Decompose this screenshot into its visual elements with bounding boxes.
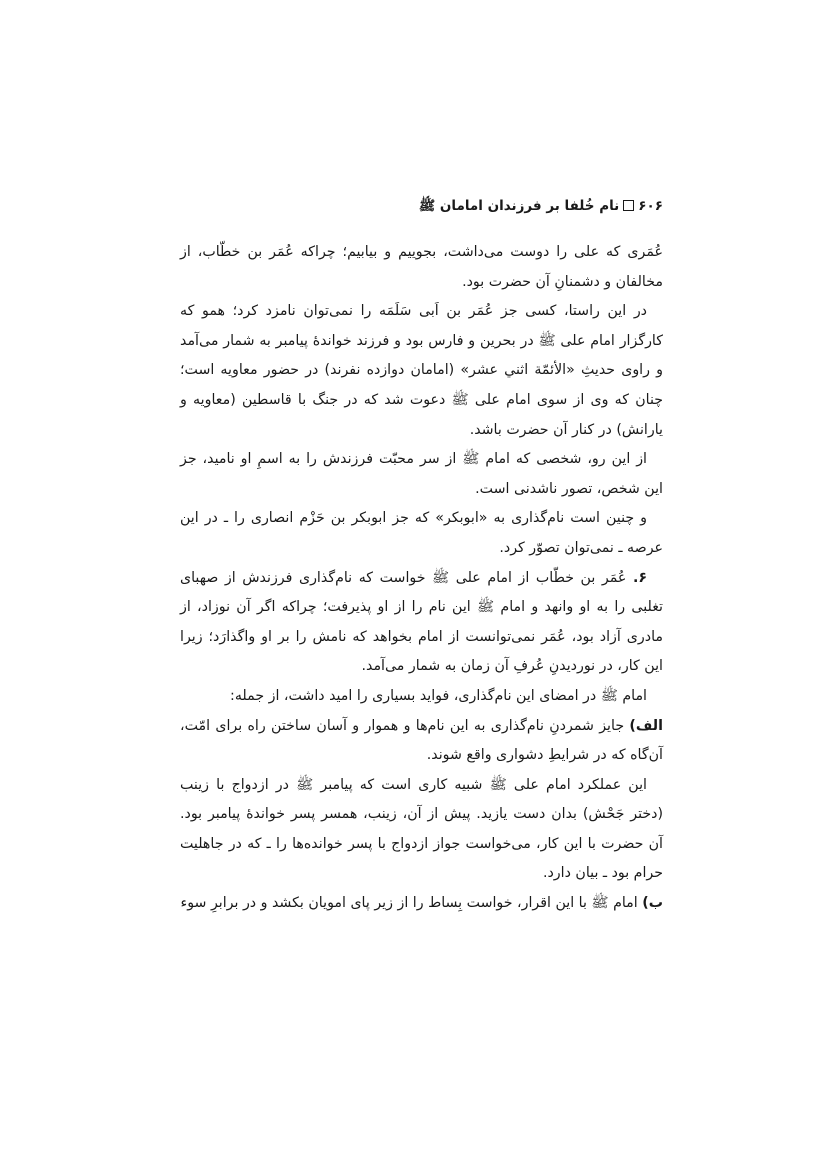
item-label-6: ۶. — [632, 569, 647, 586]
paragraph-7: الف) جایز شمردنِ نام‌گذاری به این نام‌ها و هموار و آسان ساختن راه برای امّت، آن‌گاه که در شرایطِ دشواری واقع شوند. — [180, 717, 663, 764]
running-header — [180, 196, 663, 216]
paragraph-8: این عملکرد امام علی ﷺ شبیه کاری است که پیامبر ﷺ در ازدواج با زینب (دختر جَحْش) بدان دست یازید. پیش از آن، زینب، همسر پسر خواندهٔ پیامبر بود. آن حضرت با این کار، می‌خواست جواز ازدواج با پسر خوانده‌ها را ـ که در جاهلیت حرام بود ـ بیان دارد. — [180, 776, 663, 882]
paragraph-3: از این رو، شخصی که امام ﷺ از سر محبّت فرزندش را به اسمِ او نامید، جز این شخص، تصور ناشدنی است. — [180, 451, 663, 497]
paragraph-4: و چنین است نام‌گذاری به «ابوبکر» که جز ابوبکر بن حَزْم انصاری را ـ در این عرصه ـ نمی‌توان تصوّر کرد. — [180, 510, 663, 556]
item-label-alef: الف) — [629, 717, 663, 734]
square-ornament-icon — [623, 200, 634, 211]
page-number: ۶۰۶ — [638, 198, 663, 214]
body-text — [180, 238, 663, 919]
paragraph-6: امام ﷺ در امضای این نام‌گذاری، فواید بسیاری را امید داشت، از جمله: — [230, 687, 647, 704]
paragraph-2: در این راستا، کسی جز عُمَر بن اَبی سَلَمَه را نمی‌توان نامزد کرد؛ همو که کارگزار امام علی ﷺ در بحرین و فارس بود و فرزند خواندهٔ پیامبر به شمار می‌آمد و راوی حدیثِ «الأئمّة اثني عشر» (امامان دوازده نفرند) در حضور معاویه است؛ چنان که وی از سوی امام علی ﷺ دعوت شد که در جنگ با قاسطین (معاویه و یارانش) در کنار آن حضرت باشد. — [180, 303, 663, 438]
paragraph-5: ۶. عُمَر بن خطّاب از امام علی ﷺ خواست که نام‌گذاری فرزندش از صهبای تغلبی را به او وانهد و امام ﷺ این نام را از او پذیرفت؛ چراکه اگر آن نوزاد، از مادری آزاد بود، عُمَر نمی‌توانست از امام بخواهد که نامش را بر او واگذارَد؛ زیرا این کار، در نوردیدنِ عُرفِ آن زمان به شمار می‌آمد. — [180, 569, 663, 675]
paragraph-1: عُمَری که علی را دوست می‌داشت، بجوییم و بیابیم؛ چراکه عُمَر بن خطّاب، از مخالفان و دشمنانِ آن حضرت بود. — [180, 244, 663, 290]
running-title: نام خُلفا بر فرزندان امامان ﷺ — [418, 198, 620, 214]
item-label-be: ب) — [642, 895, 663, 912]
paragraph-9: ب) امام ﷺ با این اقرار، خواست بِساط را از زیر پای امویان بکشد و در برابرِ سوء — [180, 895, 663, 912]
